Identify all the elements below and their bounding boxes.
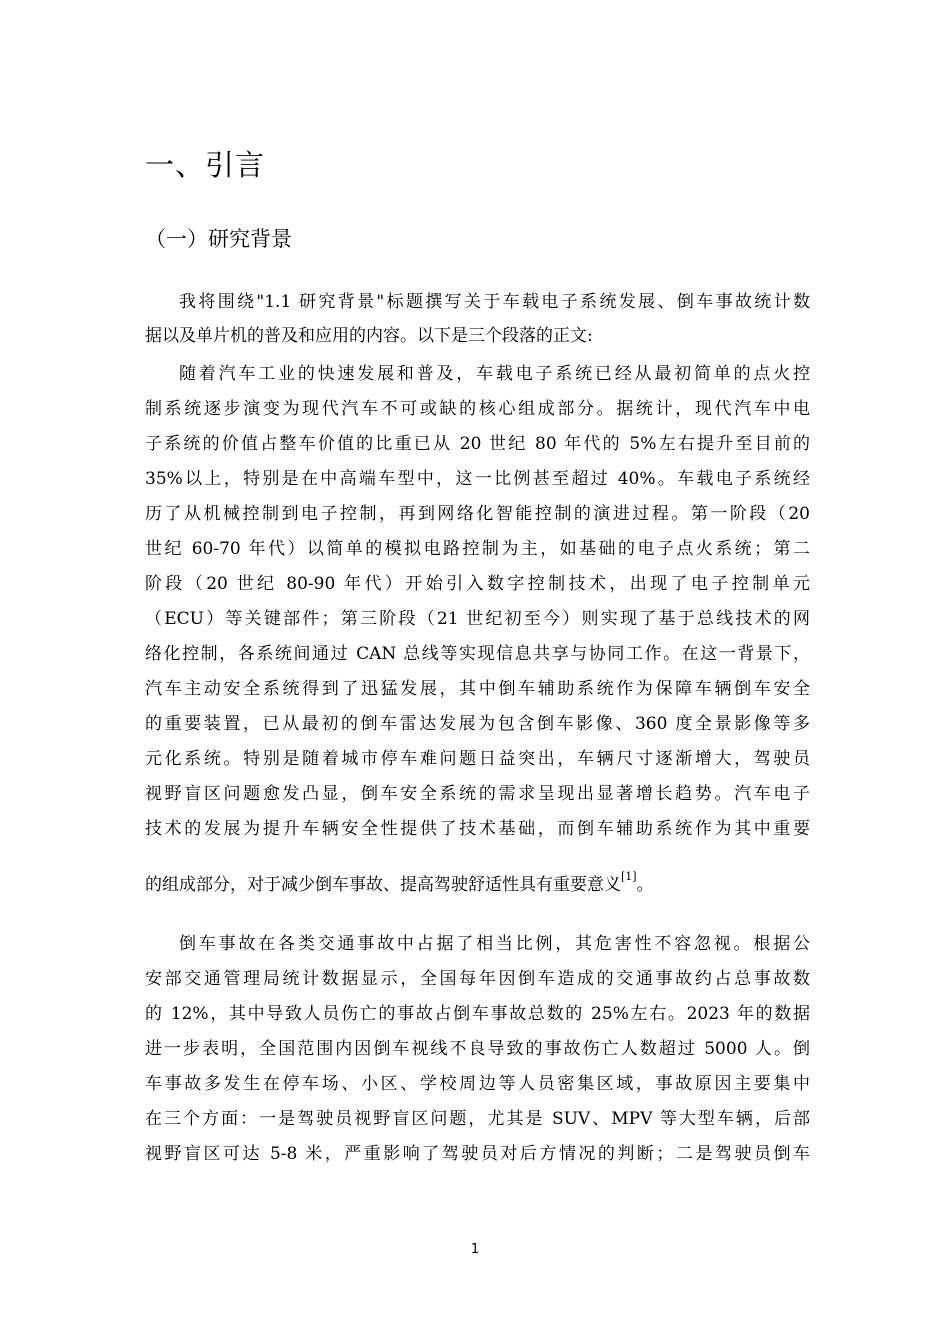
paragraph-line: 子系统的价值占整车价值的比重已从 20 世纪 80 年代的 5%左右提升至目前的: [145, 434, 810, 454]
paragraph-line: （ECU）等关键部件；第三阶段（21 世纪初至今）则实现了基于总线技术的网: [145, 609, 810, 629]
paragraph-line: [145, 868, 810, 902]
paragraph-line: 随着汽车工业的快速发展和普及，车载电子系统已经从最初简单的点火控: [179, 364, 810, 384]
paragraph-line: 元化系统。特别是随着城市停车难问题日益突出，车辆尺寸逐渐增大，驾驶员: [145, 749, 810, 769]
paragraph-line: 我将围绕"1.1 研究背景"标题撰写关于车载电子系统发展、倒车事故统计数: [179, 292, 810, 312]
paragraph-line: 历了从机械控制到电子控制，再到网络化智能控制的演进过程。第一阶段（20: [145, 504, 810, 524]
paragraph-line: 据以及单片机的普及和应用的内容。以下是三个段落的正文:: [145, 326, 593, 346]
paragraph-line: 阶段（20 世纪 80-90 年代）开始引入数字控制技术，出现了电子控制单元: [145, 574, 810, 594]
paragraph-line: 的重要装置，已从最初的倒车雷达发展为包含倒车影像、360 度全景影像等多: [145, 714, 810, 734]
paragraph-line: 车事故多发生在停车场、小区、学校周边等人员密集区域，事故原因主要集中: [145, 1074, 810, 1094]
paragraph-line: 在三个方面：一是驾驶员视野盲区问题，尤其是 SUV、MPV 等大型车辆，后部: [145, 1109, 810, 1129]
paragraph-line: 汽车主动安全系统得到了迅猛发展，其中倒车辅助系统作为保障车辆倒车安全: [145, 679, 810, 699]
citation-reference[interactable]: [1]: [621, 870, 637, 884]
page-number: 1: [470, 1242, 480, 1257]
paragraph-line: 安部交通管理局统计数据显示，全国每年因倒车造成的交通事故约占总事故数: [145, 969, 810, 989]
paragraph-line: 世纪 60-70 年代）以简单的模拟电路控制为主，如基础的电子点火系统；第二: [145, 539, 810, 559]
paragraph-line: 制系统逐步演变为现代汽车不可或缺的核心组成部分。据统计，现代汽车中电: [145, 399, 810, 419]
paragraph-line: 的 12%，其中导致人员伤亡的事故占倒车事故总数的 25%左右。2023 年的数据: [145, 1004, 810, 1024]
paragraph-line: 倒车事故在各类交通事故中占据了相当比例，其危害性不容忽视。根据公: [179, 934, 810, 954]
section-heading: （一）研究背景: [145, 227, 292, 251]
paragraph-text: 的组成部分，对于减少倒车事故、提高驾驶舒适性具有重要意义: [145, 875, 621, 895]
paragraph-line: 进一步表明，全国范围内因倒车视线不良导致的事故伤亡人数超过 5000 人。倒: [145, 1039, 810, 1059]
chapter-heading: 一、引言: [145, 148, 266, 182]
paragraph-line: 技术的发展为提升车辆安全性提供了技术基础，而倒车辅助系统作为其中重要: [145, 819, 810, 839]
paragraph-text: 。: [636, 875, 654, 895]
paragraph-line: 络化控制，各系统间通过 CAN 总线等实现信息共享与协同工作。在这一背景下，: [145, 644, 810, 664]
paragraph-line: 视野盲区可达 5-8 米，严重影响了驾驶员对后方情况的判断；二是驾驶员倒车: [145, 1144, 810, 1164]
paragraph-line: 视野盲区问题愈发凸显，倒车安全系统的需求呈现出显著增长趋势。汽车电子: [145, 784, 810, 804]
paragraph-line: 35%以上，特别是在中高端车型中，这一比例甚至超过 40%。车载电子系统经: [145, 469, 810, 489]
